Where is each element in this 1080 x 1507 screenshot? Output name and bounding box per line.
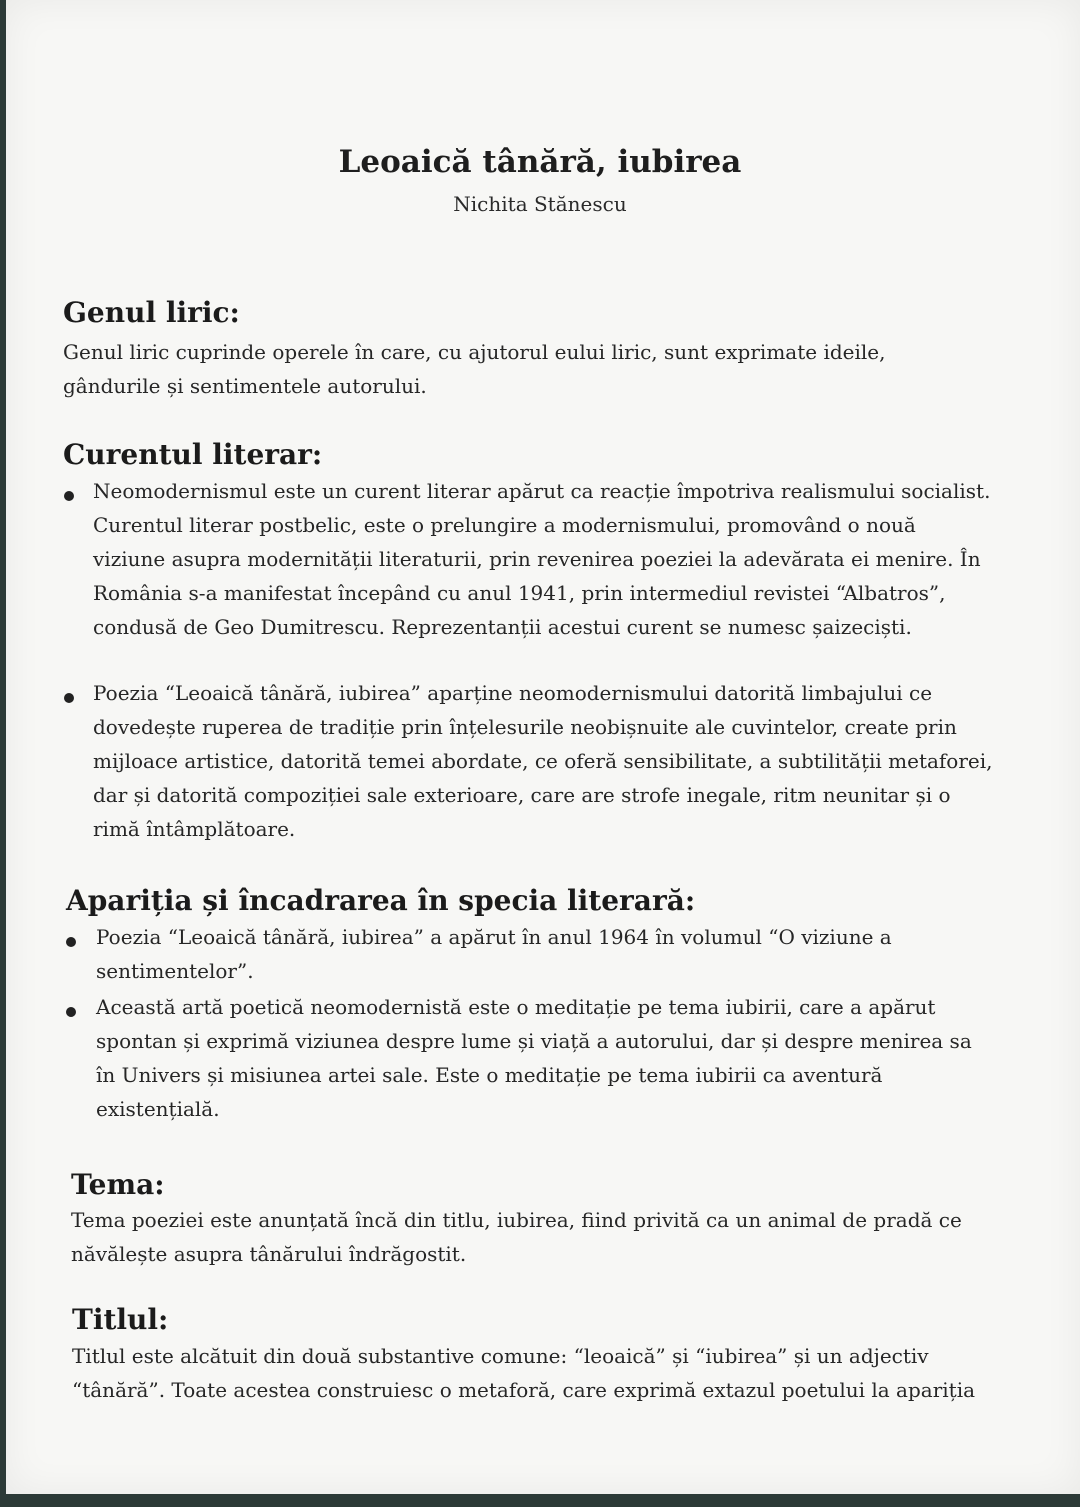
document-title: Leoaică tânără, iubirea bbox=[338, 144, 742, 180]
paragraph-tema: Tema poeziei este anunțată încă din titlu, iubirea, fiind privită ca un animal de pradă ce năvălește asupra tânărului îndrăgostit. bbox=[71, 1208, 962, 1266]
paragraph-genul-liric: Genul liric cuprinde operele în care, cu ajutorul eului liric, sunt exprimate ideile, gândurile și sentimentele autorului. bbox=[63, 340, 886, 398]
bullet-aparitia-2: Această artă poetică neomodernistă este o meditație pe tema iubirii, care a apărut spontan și exprimă viziunea despre lume și viață a autorului, dar și despre menirea sa în Univers și misiunea artei sale. Este o meditație pe tema iubirii ca aventură existențială. bbox=[96, 995, 972, 1121]
heading-genul-liric: Genul liric: bbox=[63, 296, 240, 329]
heading-tema: Tema: bbox=[71, 1168, 165, 1201]
bullet-dot bbox=[64, 491, 74, 501]
heading-aparitia: Apariția și încadrarea în specia literară: bbox=[66, 884, 696, 917]
heading-curentul-literar: Curentul literar: bbox=[63, 438, 323, 471]
bullet-curentul-1: Neomodernismul este un curent literar apărut ca reacție împotriva realismului socialist. Curentul literar postbelic, este o prelungire a modernismului, promovând o nouă viziune asupra modernității literaturii, prin revenirea poeziei la adevărata ei menire. În România s-a manifestat începând cu anul 1941, prin intermediul revistei “Albatros”, condusă de Geo Dumitrescu. Reprezentanții acestui curent se numesc șaizeciști. bbox=[93, 479, 991, 639]
bullet-curentul-2: Poezia “Leoaică tânără, iubirea” aparține neomodernismului datorită limbajului ce dovedește ruperea de tradiție prin înțelesurile neobișnuite ale cuvintelor, create prin mijloace artistice, datorită temei abordate, ce oferă sensibilitate, a subtilității metaforei, dar și datorită compoziției sale exterioare, care are strofe inegale, ritm neunitar și o rimă întâmplătoare. bbox=[93, 681, 993, 841]
paragraph-titlul: Titlul este alcătuit din două substantive comune: “leoaică” și “iubirea” și un adjectiv “tânără”. Toate acestea construiesc o metaforă, care exprimă extazul poetului la apariția bbox=[72, 1344, 976, 1402]
document-author: Nichita Stănescu bbox=[453, 192, 627, 216]
bullet-dot bbox=[66, 937, 76, 947]
bullet-dot bbox=[66, 1007, 76, 1017]
bullet-dot bbox=[64, 693, 74, 703]
heading-titlul: Titlul: bbox=[72, 1303, 169, 1336]
bullet-aparitia-1: Poezia “Leoaică tânără, iubirea” a apărut în anul 1964 în volumul “O viziune a sentimentelor”. bbox=[96, 925, 892, 983]
